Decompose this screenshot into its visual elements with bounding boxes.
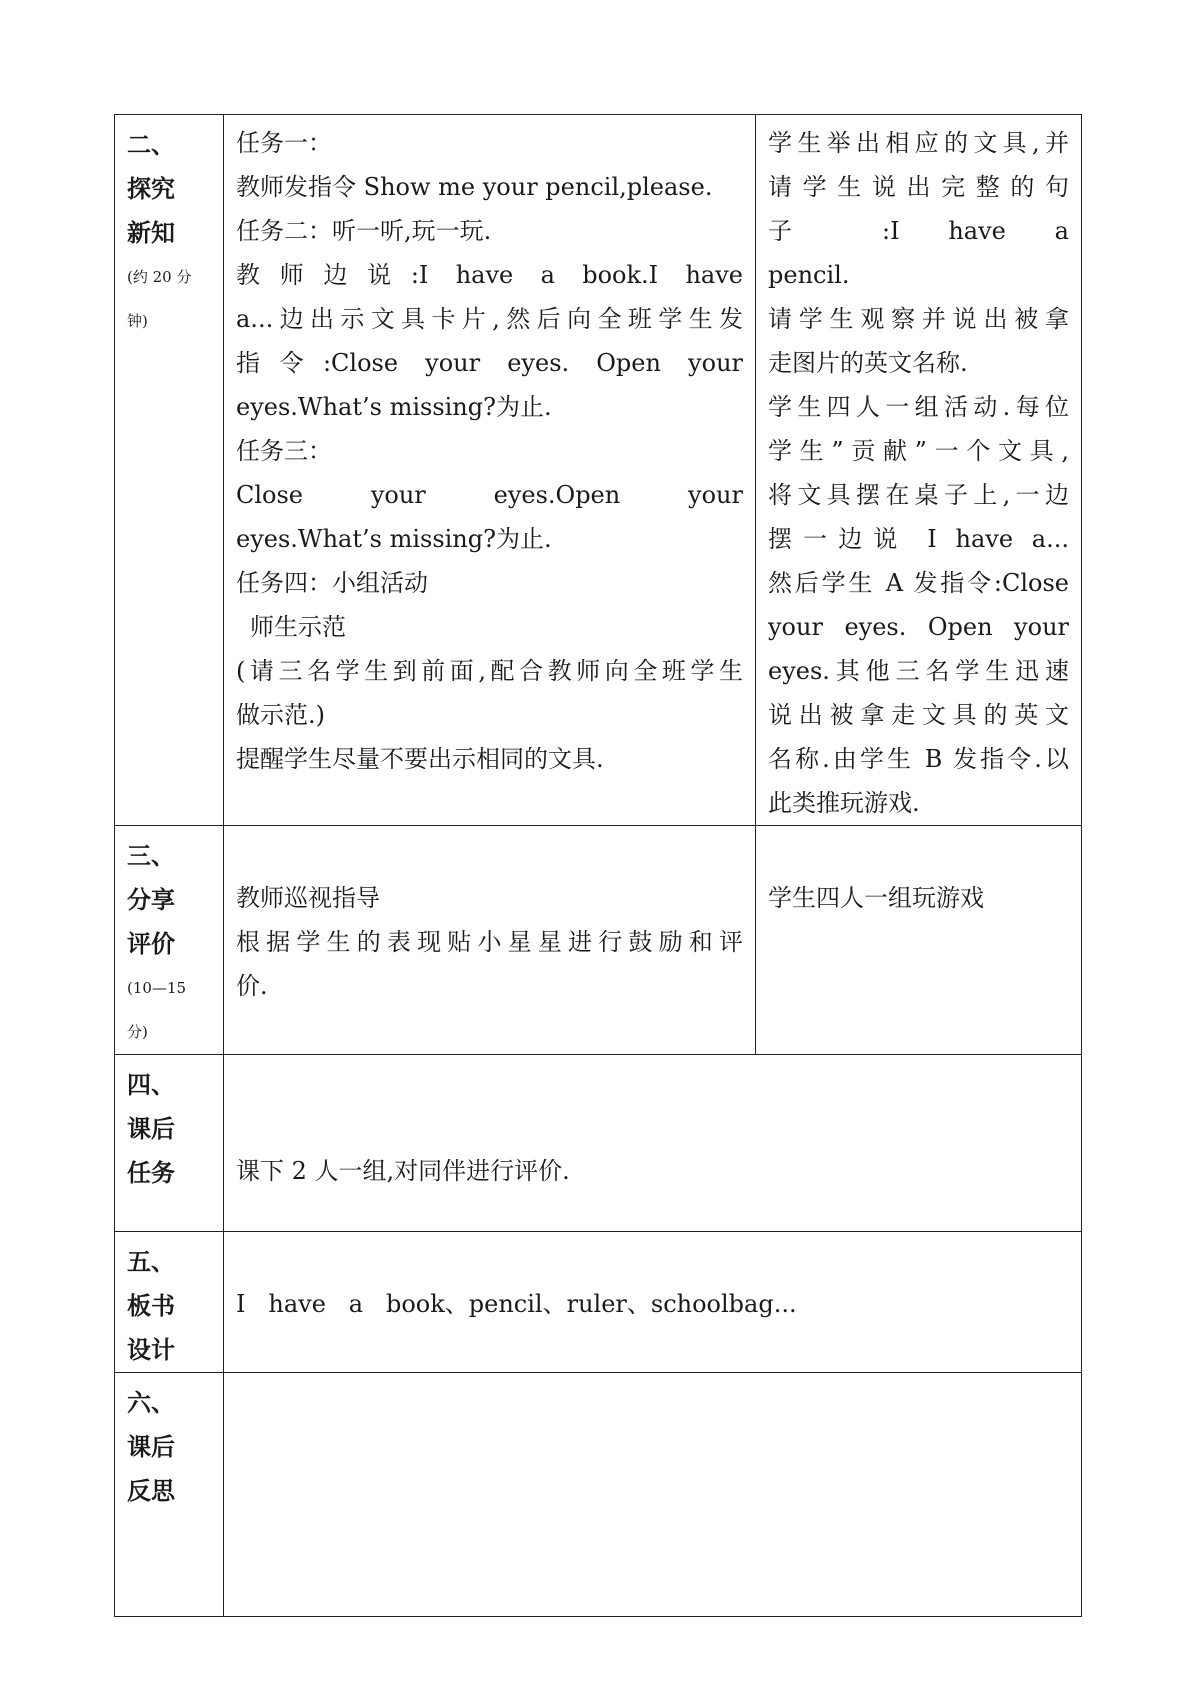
section-time-1: (约 20 分: [127, 268, 192, 286]
section-time-2: 分): [127, 1023, 148, 1041]
section-time-1: (10—15: [127, 979, 187, 997]
section-title-1: 探究: [127, 174, 175, 203]
student-line: your eyes. Open your: [768, 613, 1069, 641]
section-title-2: 评价: [127, 929, 175, 958]
teacher-line: 做示范.): [236, 701, 325, 729]
teacher-line: 教师巡视指导: [236, 884, 380, 912]
section-row-board-design: [115, 1232, 1082, 1373]
student-line: 名称.由学生 B 发指令.以: [768, 745, 1069, 773]
section-number: 六、: [127, 1388, 175, 1417]
task-content-cell: [224, 1055, 1082, 1232]
teacher-activity-cell: [224, 115, 756, 826]
section-label-cell: [115, 1232, 224, 1373]
section-title-1: 分享: [127, 885, 175, 914]
teacher-line: (请三名学生到前面,配合教师向全班学生: [236, 657, 743, 685]
section-label-cell: [115, 826, 224, 1055]
section-time-2: 钟): [127, 312, 148, 330]
student-line: 学生举出相应的文具,并: [768, 129, 1069, 157]
section-number: 二、: [127, 130, 175, 159]
teacher-line: Close your eyes.Open your: [236, 481, 743, 509]
section-label-cell: [115, 1373, 224, 1617]
teacher-line: 提醒学生尽量不要出示相同的文具.: [236, 745, 604, 773]
student-line: 子 :I have a: [768, 217, 1069, 245]
teacher-line: 教师发指令 Show me your pencil,please.: [236, 173, 713, 201]
section-row-explore: [115, 115, 1082, 826]
section-title-1: 课后: [127, 1432, 175, 1461]
section-row-reflection: [115, 1373, 1082, 1617]
reflection-content-cell: [224, 1373, 1082, 1617]
section-row-after-class-task: [115, 1055, 1082, 1232]
student-line: 学生四人一组玩游戏: [768, 884, 984, 912]
student-line: pencil.: [768, 261, 850, 289]
section-title-1: 板书: [127, 1291, 175, 1320]
teacher-line: 教师边说:I have a book.I have: [236, 261, 743, 289]
teacher-line: 任务四：小组活动: [236, 569, 428, 597]
teacher-line: 任务二：听一听,玩一玩.: [236, 217, 492, 245]
section-label-cell: [115, 115, 224, 826]
section-title-2: 设计: [127, 1335, 175, 1364]
student-line: 学生四人一组活动.每位: [768, 393, 1069, 421]
student-line: 然后学生 A 发指令:Close: [768, 569, 1069, 597]
student-line: 请学生观察并说出被拿: [768, 305, 1069, 333]
student-activity-cell: [756, 826, 1082, 1055]
section-number: 四、: [127, 1070, 175, 1099]
teacher-line: 价.: [236, 972, 268, 1000]
section-row-share: [115, 826, 1082, 1055]
teacher-line: eyes.What’s missing?为止.: [236, 393, 552, 421]
section-title-2: 反思: [127, 1476, 175, 1505]
board-content-cell: [224, 1232, 1082, 1373]
board-text: I have a book、pencil、ruler、schoolbag...: [236, 1290, 797, 1318]
student-line: 将文具摆在桌子上,一边: [768, 481, 1069, 509]
task-text: 课下 2 人一组,对同伴进行评价.: [236, 1157, 570, 1185]
student-line: 请学生说出完整的句: [768, 173, 1069, 201]
section-title-2: 任务: [127, 1158, 175, 1187]
section-label-cell: [115, 1055, 224, 1232]
student-line: 摆一边说 I have a...: [768, 525, 1069, 553]
student-line: 说出被拿走文具的英文: [768, 701, 1069, 729]
teacher-line: 任务三：: [236, 437, 332, 465]
section-title-2: 新知: [127, 218, 175, 247]
section-title-1: 课后: [127, 1114, 175, 1143]
student-line: 走图片的英文名称.: [768, 349, 968, 377]
section-number: 五、: [127, 1247, 175, 1276]
student-activity-cell: [756, 115, 1082, 826]
teacher-line: 指令:Close your eyes. Open your: [236, 349, 743, 377]
teacher-line: eyes.What’s missing?为止.: [236, 525, 552, 553]
teacher-line: a...边出示文具卡片,然后向全班学生发: [236, 305, 743, 333]
student-line: eyes.其他三名学生迅速: [768, 657, 1069, 685]
student-line: 此类推玩游戏.: [768, 789, 920, 817]
teacher-activity-cell: [224, 826, 756, 1055]
teacher-line: 师生示范: [250, 613, 346, 641]
teacher-line: 根据学生的表现贴小星星进行鼓励和评: [236, 928, 743, 956]
section-number: 三、: [127, 841, 175, 870]
lesson-plan-table: [114, 114, 1082, 1617]
student-line: 学生”贡献”一个文具,: [768, 437, 1069, 465]
teacher-line: 任务一：: [236, 129, 332, 157]
